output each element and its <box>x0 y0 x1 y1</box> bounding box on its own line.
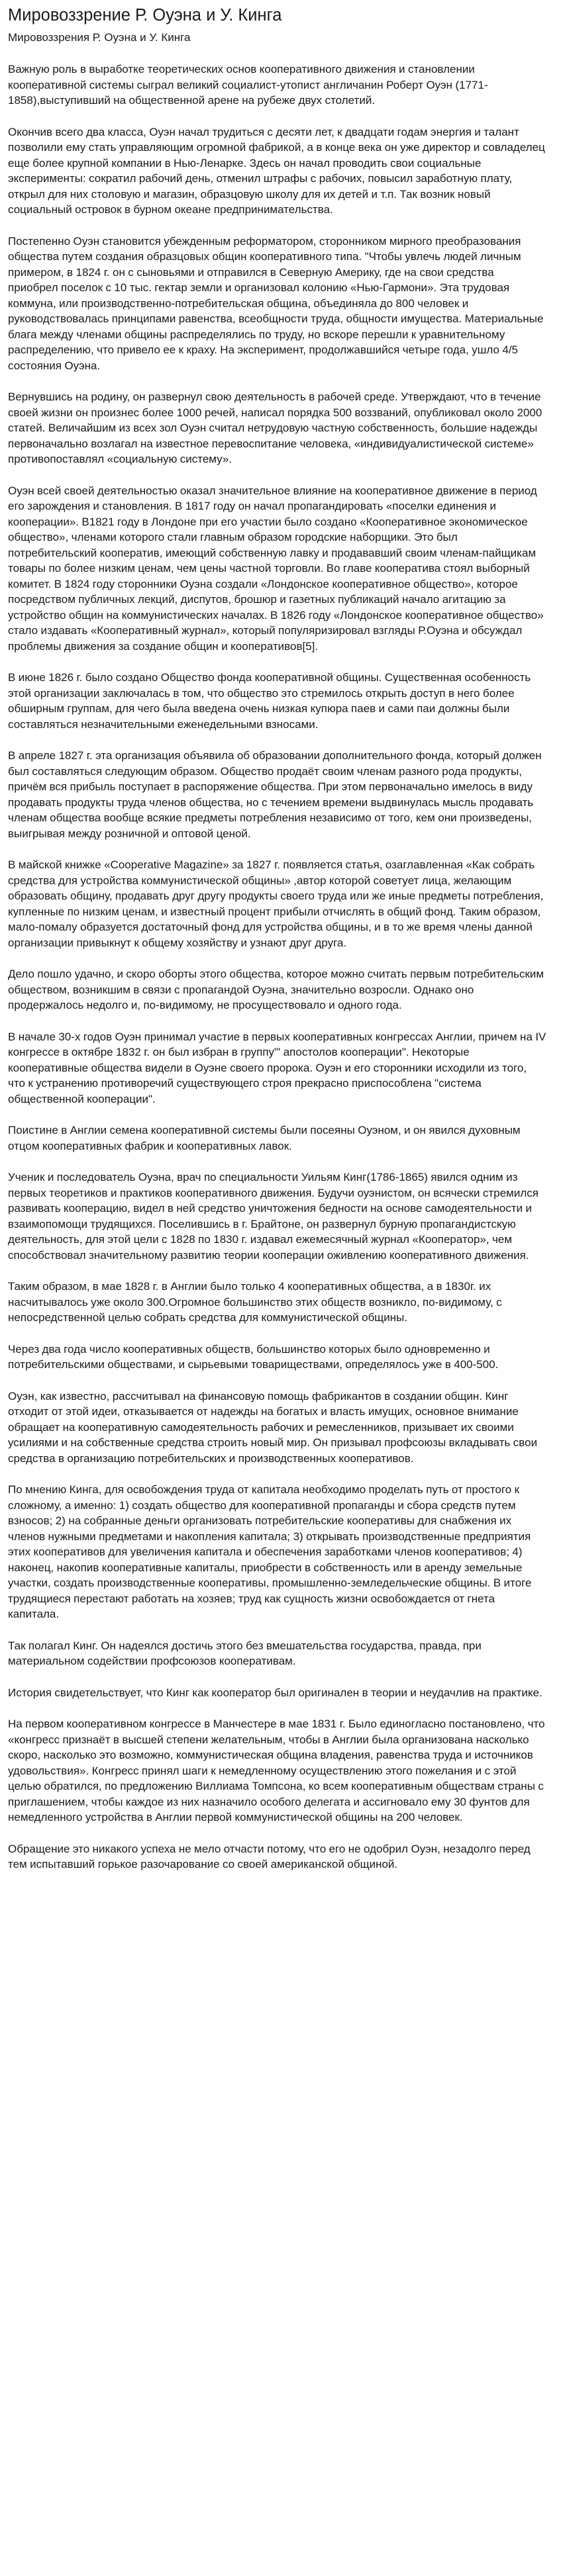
paragraph-16: По мнению Кинга, для освобождения труда от капитала необходимо проделать путь от простого к сложному, а именно: 1) создать общество для кооперативной пропаганды и сбора средств путем взносов; 2) на собранные деньги организовать потребительские кооперативы для снабжения их членов нужными предметами и накопления капитала; 3) открывать производственные предприятия этих кооперативов для увеличения капитала и обеспечения заработками членов кооперативов; 4) наконец, накопив кооперативные капиталы, приобрести в собственность или в аренду земельные участки, создать производственные кооперативы, промышленно-земледельческие общины. В итоге трудящиеся перестают работать на хозяев; труд как сущность жизни освобождается от гнета капитала. <box>8 1483 532 1620</box>
paragraph-20: Обращение это никакого успеха не мело отчасти потому, что его не одобрил Оуэн, незадолго перед тем испытавший горькое разочарование со своей американской общиной. <box>8 1842 531 1870</box>
paragraph-18: История свидетельствует, что Кинг как кооператор был оригинален в теории и неудачлив на практике. <box>8 1686 542 1699</box>
paragraph-2: Окончив всего два класса, Оуэн начал трудиться с десяти лет, к двадцати годам энергия и талант позволили ему стать управляющим огромной фабрикой, а в конце века он уже директор и совладелец еще более крупной компании в Нью-Ленарке. Здесь он начал проводить свои социальные эксперименты: сократил рабочий день, отменил штрафы с рабочих, повысил заработную плату, открыл для них столовую и магазин, образцовую школу для их детей и т.п. Так возник новый социальный островок в бурном океане предпринимательства. <box>8 125 545 216</box>
paragraph-3: Постепенно Оуэн становится убежденным реформатором, сторонником мирного преобразования общества путем создания образцовых общин кооперативного типа. "Чтобы увлечь людей личным примером, в 1824 г. он с сыновьями и отправился в Северную Америку, где на свои средства приобрел поселок с 10 тыс. гектар земли и организовал колонию «Нью-Гармони». Эта трудовая коммуна, или производственно-потребительская община, объединяла до 800 человек и руководствовалась принципами равенства, всеобщности труда, общности имущества. Материальные блага между членами общины распределялись по труду, но вскоре перешли к уравнительному распределению, что привело ее к краху. На эксперимент, продолжавшийся четыре года, ушло 4/5 состояния Оуэна. <box>8 234 544 372</box>
paragraph-10: В начале 30-х годов Оуэн принимал участие в первых кооперативных конгрессах Англии, причем на IV конгрессе в октябре 1832 г. он был избран в группу"' апостолов кооперации". Некоторые кооперативные общества видели в Оуэне своего пророка. Оуэн и его сторонники исходили из того, что к устранению противоречий существующего строя прекрасно приспособлена "система общественной кооперации". <box>8 1030 546 1105</box>
paragraph-19: На первом кооперативном конгрессе в Манчестере в мае 1831 г. Было единогласно постановлено, что «конгресс признаёт в высшей степени желательным, чтобы в Англии была организована насколько скоро, насколько это возможно, коммунистическая община владения, равенства труда и источников удовольствия». Конгресс принял шаги к немедленному осуществлению этого пожелания и с этой целью обратился, по предложению Виллиама Томпсона, ко всем кооперативным обществам страны с приглашением, чтобы каждое из них назначило особого делегата и ассигновало ему 30 фунтов для немедленного устройства в Англии первой коммунистической общины на 200 человек. <box>8 1718 545 1823</box>
paragraph-5: Оуэн всей своей деятельностью оказал значительное влияние на кооперативное движение в период его зарождения и становления. В 1817 году он начал пропагандировать «поселки единения и кооперации». В1821 году в Лондоне при его участии было создано «Кооперативное экономическое общество», членами которого стали главным образом городские наборщики. Это был потребительский кооператив, имеющий собственную лавку и продававший своим членам-пайщикам товары по более низким ценам, чем цены частной торговли. Во главе кооператива стоял выборный комитет. В 1824 году сторонники Оуэна создали «Лондонское кооперативное общество», которое посредством публичных лекций, диспутов, брошюр и газетных публикаций начало агитацию за устройство общин на коммунистических началах. В 1826 году «Лондонское кооперативное общество» стало издавать «Кооперативный журнал», который популяризировал взгляды Р.Оуэна и обсуждал проблемы движения за создание общин и кооперативов[5]. <box>8 484 544 653</box>
paragraph-1: Важную роль в выработке теоретических основ кооперативного движения и становлении кооперативной системы сыграл великий социалист-утопист англичанин Роберт Оуэн (1771-1858),выступивший на общественной арене на рубеже двух столетий. <box>8 63 488 107</box>
paragraph-13: Таким образом, в мае 1828 г. в Англии было только 4 кооперативных общества, а в 1830г. их насчитывалось уже около 300.Огромное большинство этих обществ возникло, по-видимому, с непосредственной целью собрать средства для коммунистической общины. <box>8 1280 502 1324</box>
page-title: Мировоззрение Р. Оуэна и У. Кинга <box>8 6 282 24</box>
paragraph-15: Оуэн, как известно, рассчитывал на финансовую помощь фабрикантов в создании общин. Кинг отходит от этой идеи, отказывается от надежды на богатых и власть имущих, основное внимание обращает на кооперативную самодеятельность рабочих и ремесленников, призывает их своими усилиями и на собственные средства строить новый мир. Он призывал профсоюзы вкладывать свои средства в организацию потребительских и производственных кооперативов. <box>8 1389 538 1465</box>
paragraph-12: Ученик и последователь Оуэна, врач по специальности Уильям Кинг(1786-1865) явился одним из первых теоретиков и практиков кооперативного движения. Будучи оуэнистом, он всячески стремился развивать кооперацию, видел в ней средство уничтожения бедности на основе самодеятельности и взаимопомощи трудящихся. Поселившись в г. Брайтоне, он развернул бурную пропагандистскую деятельность, для этой цели с 1828 по 1830 г. издавал ежемесячный журнал «Кооператор», чем способствовал значительному развитию теории кооперации оживлению кооперативного движения. <box>8 1171 538 1262</box>
paragraph-8: В майской книжке «Cooperative Magazine» за 1827 г. появляется статья, озаглавленная «Как собрать средства для устройства коммунистической общины» ,автор которой советует лица, желающим образовать общину, продавать друг другу продукты своего труда или же иные предметы потребления, купленные по низким ценам, и известный процент прибыли отчислять в общий фонд. Таким образом, мало-помалу образуется достаточный фонд для устройства общины, и в то же время члены данной организации привыкнут к общему хозяйству и узнают друг друга. <box>8 858 544 949</box>
paragraph-11: Поистине в Англии семена кооперативной системы были посеяны Оуэном, и он явился духовным отцом кооперативных фабрик и кооперативных лавок. <box>8 1124 521 1152</box>
paragraph-6: В июне 1826 г. было создано Общество фонда кооперативной общины. Существенная особенность этой организации заключалась в том, что общество это стремилось открыть доступ в него более обширным группам, для чего была введена очень низкая купюра паев и сами паи должны были составляться незначительными еженедельными взносами. <box>8 671 531 731</box>
paragraph-14: Через два года число кооперативных обществ, большинство которых было одновременно и потребительскими обществами, и сырьевыми товариществами, определялось уже в 400-500. <box>8 1342 499 1371</box>
paragraph-9: Дело пошло удачно, и скоро оборты этого общества, которое можно считать первым потребительским обществом, возникшим в связи с пропагандой Оуэна, значительно возросли. Однако оно продержалось недолго и, по-видимому, не просуществовало и одного года. <box>8 968 544 1011</box>
page-subtitle: Мировоззрения Р. Оуэна и У. Кинга <box>8 31 191 44</box>
paragraph-4: Вернувшись на родину, он развернул свою деятельность в рабочей среде. Утверждают, что в течение своей жизни он произнес более 1000 речей, написал порядка 500 воззваний, опубликовал около 2000 статей. Величайшим из всех зол Оуэн считал нетрудовую частную собственность, большие надежды первоначально возлагал на известное перевоспитание человека, «индивидуалистической системе» противопоставлял «социальную систему». <box>8 391 542 465</box>
article-body <box>8 62 546 1872</box>
paragraph-17: Так полагал Кинг. Он надеялся достичь этого без вмешательства государства, правда, при материальном содействии профсоюзов кооперативам. <box>8 1639 482 1667</box>
paragraph-7: В апреле 1827 г. эта организация объявила об образовании дополнительного фонда, который должен был составляться следующим образом. Общество продаёт своим членам разного рода продукты, причём вся прибыль поступает в распоряжение общества. При этом первоначально имелось в виду продавать продукты труда членов общества, но с течением времени выдвинулась мысль продавать членам общества вообще всякие предметы потребления независимо от того, кем они произведены, выигрывая между розничной и оптовой ценой. <box>8 749 542 840</box>
